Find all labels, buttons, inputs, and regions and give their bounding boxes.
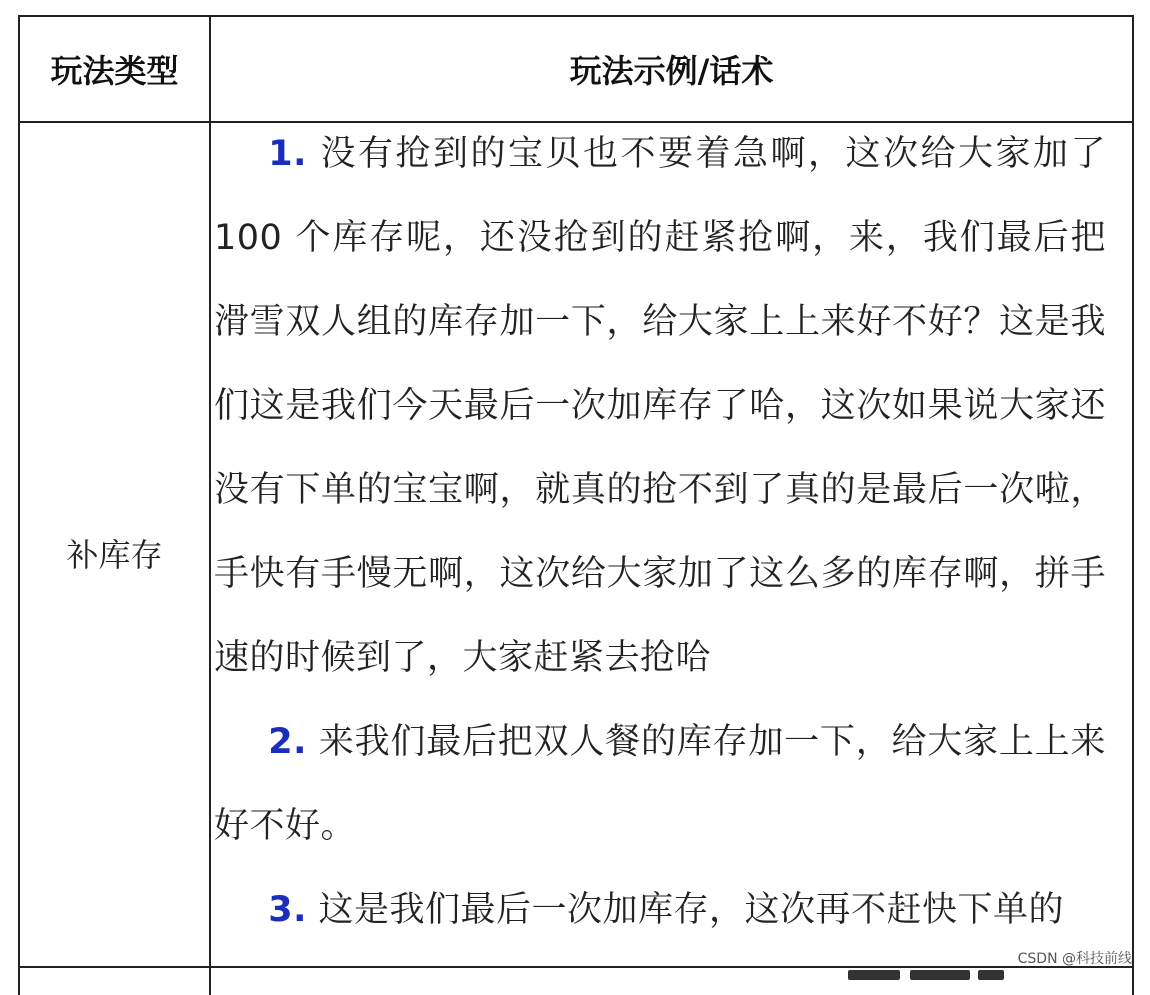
watermark: CSDN @科技前线 — [1017, 951, 1132, 967]
text-fragment-mark — [978, 970, 1004, 980]
row-example-cell — [214, 112, 1106, 952]
header-cell-type: 玩法类型 — [50, 52, 179, 90]
table-header-row — [20, 17, 1132, 123]
example-item-1 — [214, 112, 1106, 700]
example-item-3 — [214, 868, 1106, 952]
text-fragment-mark — [910, 970, 970, 980]
row-type-cell: 补库存 — [66, 536, 163, 574]
item-text: 没有抢到的宝贝也不要着急啊，这次给大家加了100 个库存呢，还没抢到的赶紧抢啊，来，我们最后把滑雪双人组的库存加一下，给大家上上来好不好？这是我们这是我们今天最后一次加库存了哈，这次如果说大家还没有下单的宝宝啊，就真的抢不到了真的是最后一次啦，手快有手慢无啊，这次给大家加了这么多的库存啊，拼手速的时候到了，大家赶紧去抢哈 — [214, 134, 1106, 678]
item-number: 1. — [268, 134, 307, 174]
item-number: 2. — [268, 722, 307, 762]
column-divider — [209, 17, 211, 995]
item-text: 这是我们最后一次加库存，这次再不赶快下单的 — [318, 890, 1065, 930]
item-text: 来我们最后把双人餐的库存加一下，给大家上上来好不好。 — [214, 722, 1106, 846]
next-row-text-fragment — [848, 968, 1128, 980]
header-cell-example: 玩法示例/话术 — [569, 52, 774, 90]
item-number: 3. — [268, 890, 307, 930]
text-fragment-mark — [848, 970, 900, 980]
example-item-2 — [214, 700, 1106, 868]
